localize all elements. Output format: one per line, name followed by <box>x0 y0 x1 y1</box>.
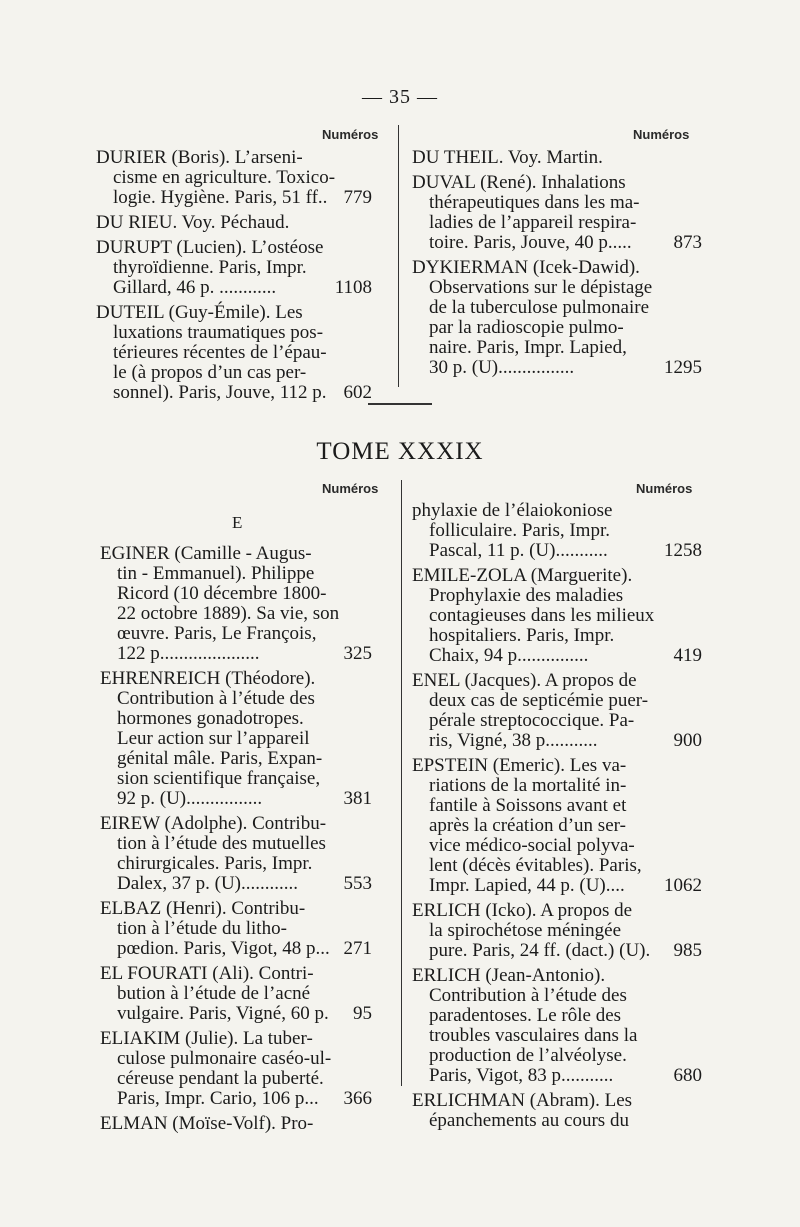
entry-line: pœdion. Paris, Vigot, 48 p... <box>117 938 330 959</box>
entry-line: chirurgicales. Paris, Impr. <box>117 853 313 874</box>
entry-line: tion à l’étude des mutuelles <box>117 833 326 854</box>
entry-number: 900 <box>673 730 702 751</box>
entry-line: EPSTEIN (Emeric). Les va- <box>412 755 627 776</box>
entry-line: Gillard, 46 p. ............ <box>113 277 277 298</box>
entry-line: luxations traumatiques pos- <box>113 322 324 343</box>
entry-line: DURIER (Boris). L’arseni- <box>96 147 303 168</box>
entry-number: 1295 <box>664 357 702 378</box>
entry-line: ENEL (Jacques). A propos de <box>412 670 637 691</box>
entry-line: sonnel). Paris, Jouve, 112 p. <box>113 382 327 403</box>
entry-number: 381 <box>343 788 372 809</box>
numeros-header-top-left: Numéros <box>322 127 379 142</box>
entry-line: Leur action sur l’appareil <box>117 728 310 749</box>
bibliography-entry <box>100 1029 372 1109</box>
page-number: — 35 — <box>362 86 438 108</box>
entry-line: DURUPT (Lucien). L’ostéose <box>96 237 324 258</box>
entry-line: par la radioscopie pulmo- <box>429 317 624 338</box>
tome-title: TOME XXXIX <box>316 438 484 465</box>
entry-line: deux cas de septicémie puer- <box>429 690 649 711</box>
entry-line: bution à l’étude de l’acné <box>117 983 311 1004</box>
entry-line: Ricord (10 décembre 1800- <box>117 583 327 604</box>
entry-line: thyroïdienne. Paris, Impr. <box>113 257 307 278</box>
bibliography-entry <box>100 1114 372 1134</box>
entry-line: térieures récentes de l’épau- <box>113 342 327 363</box>
entry-line: Contribution à l’étude des <box>429 985 627 1006</box>
bibliography-entry <box>100 899 372 959</box>
entry-line: DYKIERMAN (Icek-Dawid). <box>412 257 640 278</box>
entry-number: 680 <box>673 1065 702 1086</box>
entry-line: phylaxie de l’élaiokoniose <box>412 500 613 521</box>
entry-line: DUTEIL (Guy-Émile). Les <box>96 302 303 323</box>
entry-line: naire. Paris, Impr. Lapied, <box>429 337 627 358</box>
entry-line: 122 p..................... <box>117 643 260 664</box>
bibliography-entry <box>100 814 372 894</box>
entry-line: riations de la mortalité in- <box>429 775 627 796</box>
entry-line: ERLICH (Jean-Antonio). <box>412 965 606 986</box>
entry-line: production de l’alvéolyse. <box>429 1045 627 1066</box>
entry-line: céreuse pendant la puberté. <box>117 1068 324 1089</box>
entry-line: lent (décès évitables). Paris, <box>429 855 642 876</box>
entry-line: génital mâle. Paris, Expan- <box>117 748 323 769</box>
entry-line: épanchements au cours du <box>429 1110 629 1131</box>
entry-line: la spirochétose méningée <box>429 920 622 941</box>
bibliography-entry <box>96 238 372 298</box>
bibliography-entry <box>412 148 702 168</box>
entry-line: hospitaliers. Paris, Impr. <box>429 625 615 646</box>
numeros-header-top-right: Numéros <box>633 127 690 142</box>
entry-number: 271 <box>343 938 372 959</box>
entry-line: de la tuberculose pulmonaire <box>429 297 650 318</box>
entry-line: contagieuses dans les milieux <box>429 605 655 626</box>
entry-line: après la création d’un ser- <box>429 815 626 836</box>
bibliography-entry <box>100 964 372 1024</box>
bibliography-entry <box>412 501 702 561</box>
entry-number: 1062 <box>664 875 702 896</box>
entry-number: 325 <box>343 643 372 664</box>
entry-line: tin - Emmanuel). Philippe <box>117 563 315 584</box>
entry-line: ris, Vigné, 38 p........... <box>429 730 598 751</box>
entry-number: 1108 <box>334 277 372 298</box>
entry-line: EGINER (Camille - Augus- <box>100 543 312 564</box>
bibliography-entry <box>412 901 702 961</box>
numeros-header-bottom-right: Numéros <box>636 481 693 496</box>
entry-line: ELMAN (Moïse-Volf). Pro- <box>100 1113 314 1134</box>
section-letter: E <box>232 513 243 532</box>
bibliography-entry <box>96 303 372 403</box>
entry-line: logie. Hygiène. Paris, 51 ff.. <box>113 187 328 208</box>
top-left-column <box>96 148 372 408</box>
entry-line: ERLICHMAN (Abram). Les <box>412 1090 633 1111</box>
entry-line: culose pulmonaire caséo-ul- <box>117 1048 332 1069</box>
entry-line: 22 octobre 1889). Sa vie, son <box>117 603 340 624</box>
entry-line: Contribution à l’étude des <box>117 688 315 709</box>
entry-line: Paris, Vigot, 83 p........... <box>429 1065 614 1086</box>
entry-line: ELIAKIM (Julie). La tuber- <box>100 1028 313 1049</box>
bibliography-entry <box>412 671 702 751</box>
bibliography-entry <box>412 173 702 253</box>
column-divider-top <box>398 125 399 387</box>
entry-line: 92 p. (U)................ <box>117 788 263 809</box>
entry-line: sion scientifique française, <box>117 768 321 789</box>
bibliography-entry <box>100 669 372 809</box>
bibliography-entry <box>412 1091 702 1131</box>
entry-line: tion à l’étude du litho- <box>117 918 287 939</box>
bibliography-entry <box>96 213 372 233</box>
entry-line: Impr. Lapied, 44 p. (U).... <box>429 875 625 896</box>
entry-line: ELBAZ (Henri). Contribu- <box>100 898 306 919</box>
entry-number: 873 <box>673 232 702 253</box>
entry-number: 602 <box>343 382 372 403</box>
entry-number: 95 <box>353 1003 372 1024</box>
entry-line: Chaix, 94 p............... <box>429 645 589 666</box>
entry-line: EL FOURATI (Ali). Contri- <box>100 963 314 984</box>
entry-line: DU THEIL. Voy. Martin. <box>412 147 603 168</box>
entry-line: Pascal, 11 p. (U)........... <box>429 540 608 561</box>
top-right-column <box>412 148 702 383</box>
entry-line: troubles vasculaires dans la <box>429 1025 638 1046</box>
entry-line: EHRENREICH (Théodore). <box>100 668 316 689</box>
bibliography-entry <box>412 566 702 666</box>
entry-line: hormones gonadotropes. <box>117 708 304 729</box>
entry-line: paradentoses. Le rôle des <box>429 1005 622 1026</box>
bibliography-entry <box>412 966 702 1086</box>
bibliography-entry <box>412 258 702 378</box>
column-divider-bottom <box>401 480 402 1086</box>
entry-line: Paris, Impr. Cario, 106 p... <box>117 1088 319 1109</box>
entry-number: 419 <box>673 645 702 666</box>
entry-line: ladies de l’appareil respira- <box>429 212 637 233</box>
entry-number: 1258 <box>664 540 702 561</box>
entry-line: le (à propos d’un cas per- <box>113 362 307 383</box>
entry-line: DUVAL (René). Inhalations <box>412 172 626 193</box>
entry-line: EIREW (Adolphe). Contribu- <box>100 813 327 834</box>
entry-line: Observations sur le dépistage <box>429 277 653 298</box>
entry-number: 985 <box>673 940 702 961</box>
entry-line: 30 p. (U)................ <box>429 357 575 378</box>
entry-line: fantile à Soissons avant et <box>429 795 627 816</box>
section-rule <box>368 403 432 405</box>
numeros-header-bottom-left: Numéros <box>322 481 379 496</box>
entry-number: 553 <box>343 873 372 894</box>
entry-line: cisme en agriculture. Toxico- <box>113 167 336 188</box>
entry-line: vice médico-social polyva- <box>429 835 635 856</box>
entry-line: Dalex, 37 p. (U)............ <box>117 873 298 894</box>
entry-line: Prophylaxie des maladies <box>429 585 624 606</box>
entry-line: ERLICH (Icko). A propos de <box>412 900 633 921</box>
bottom-right-column <box>412 501 702 1136</box>
entry-line: œuvre. Paris, Le François, <box>117 623 317 644</box>
bibliography-entry <box>96 148 372 208</box>
entry-line: folliculaire. Paris, Impr. <box>429 520 610 541</box>
entry-line: toire. Paris, Jouve, 40 p..... <box>429 232 632 253</box>
entry-line: vulgaire. Paris, Vigné, 60 p. <box>117 1003 329 1024</box>
entry-line: thérapeutiques dans les ma- <box>429 192 640 213</box>
entry-number: 366 <box>343 1088 372 1109</box>
entry-line: EMILE-ZOLA (Marguerite). <box>412 565 633 586</box>
entry-line: pérale streptococcique. Pa- <box>429 710 635 731</box>
entry-number: 779 <box>343 187 372 208</box>
bibliography-entry <box>412 756 702 896</box>
bottom-left-column <box>100 544 372 1139</box>
entry-line: pure. Paris, 24 ff. (dact.) (U). <box>429 940 651 961</box>
bibliography-entry <box>100 544 372 664</box>
entry-line: DU RIEU. Voy. Péchaud. <box>96 212 290 233</box>
